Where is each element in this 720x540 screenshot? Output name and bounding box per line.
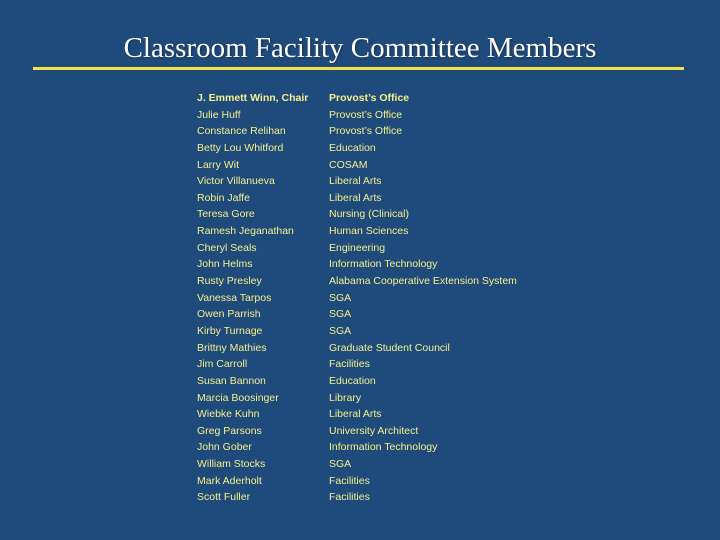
member-name: Scott Fuller: [197, 491, 251, 504]
member-department: Nursing (Clinical): [329, 208, 409, 221]
member-name: John Helms: [197, 258, 253, 271]
member-department: Facilities: [329, 491, 370, 504]
member-department: SGA: [329, 308, 352, 321]
member-department: Provost’s Office: [329, 125, 403, 138]
member-name: Betty Lou Whitford: [197, 141, 284, 154]
member-department: Graduate Student Council: [329, 341, 450, 354]
member-department: Liberal Arts: [329, 408, 382, 421]
member-name: Teresa Gore: [197, 208, 255, 221]
member-name: Larry Wit: [197, 158, 239, 171]
member-department: Library: [329, 391, 362, 404]
member-name: William Stocks: [197, 458, 266, 471]
member-department: Liberal Arts: [329, 191, 382, 204]
member-department: Education: [329, 374, 376, 387]
member-name: Ramesh Jeganathan: [197, 225, 294, 238]
member-department: Liberal Arts: [329, 175, 382, 188]
member-department: SGA: [329, 324, 352, 337]
member-name: Victor Villanueva: [197, 175, 275, 188]
member-department: Facilities: [329, 474, 370, 487]
member-name: Vanessa Tarpos: [197, 291, 272, 304]
member-name: Brittny Mathies: [197, 341, 267, 354]
member-department: Facilities: [329, 358, 370, 371]
member-department: SGA: [329, 291, 352, 304]
title-underline: [33, 67, 684, 70]
member-department: Information Technology: [329, 258, 438, 271]
member-department: Provost’s Office: [329, 92, 410, 104]
member-name: Marcia Boosinger: [197, 391, 279, 404]
member-department: Education: [329, 141, 376, 154]
member-name: Jim Carroll: [197, 358, 248, 371]
member-name: John Gober: [197, 441, 252, 454]
member-name: Rusty Presley: [197, 275, 262, 288]
member-department: Information Technology: [329, 441, 438, 454]
member-name: Susan Bannon: [197, 374, 266, 387]
member-name: J. Emmett Winn, Chair: [197, 92, 309, 104]
member-department: University Architect: [329, 424, 419, 437]
member-name: Constance Relihan: [197, 125, 286, 138]
member-name: Robin Jaffe: [197, 191, 250, 204]
member-name: Cheryl Seals: [197, 241, 257, 254]
member-name: Julie Huff: [197, 108, 241, 121]
member-department: Provost’s Office: [329, 108, 403, 121]
member-name: Owen Parrish: [197, 308, 261, 321]
member-department: Human Sciences: [329, 225, 409, 238]
slide-title: Classroom Facility Committee Members: [123, 32, 597, 64]
member-department: Engineering: [329, 241, 386, 254]
member-name: Kirby Turnage: [197, 324, 263, 337]
member-name: Greg Parsons: [197, 424, 262, 437]
member-department: Alabama Cooperative Extension System: [329, 275, 517, 288]
member-name: Mark Aderholt: [197, 474, 262, 487]
member-name: Wiebke Kuhn: [197, 408, 260, 421]
member-department: COSAM: [329, 158, 368, 171]
member-department: SGA: [329, 458, 352, 471]
